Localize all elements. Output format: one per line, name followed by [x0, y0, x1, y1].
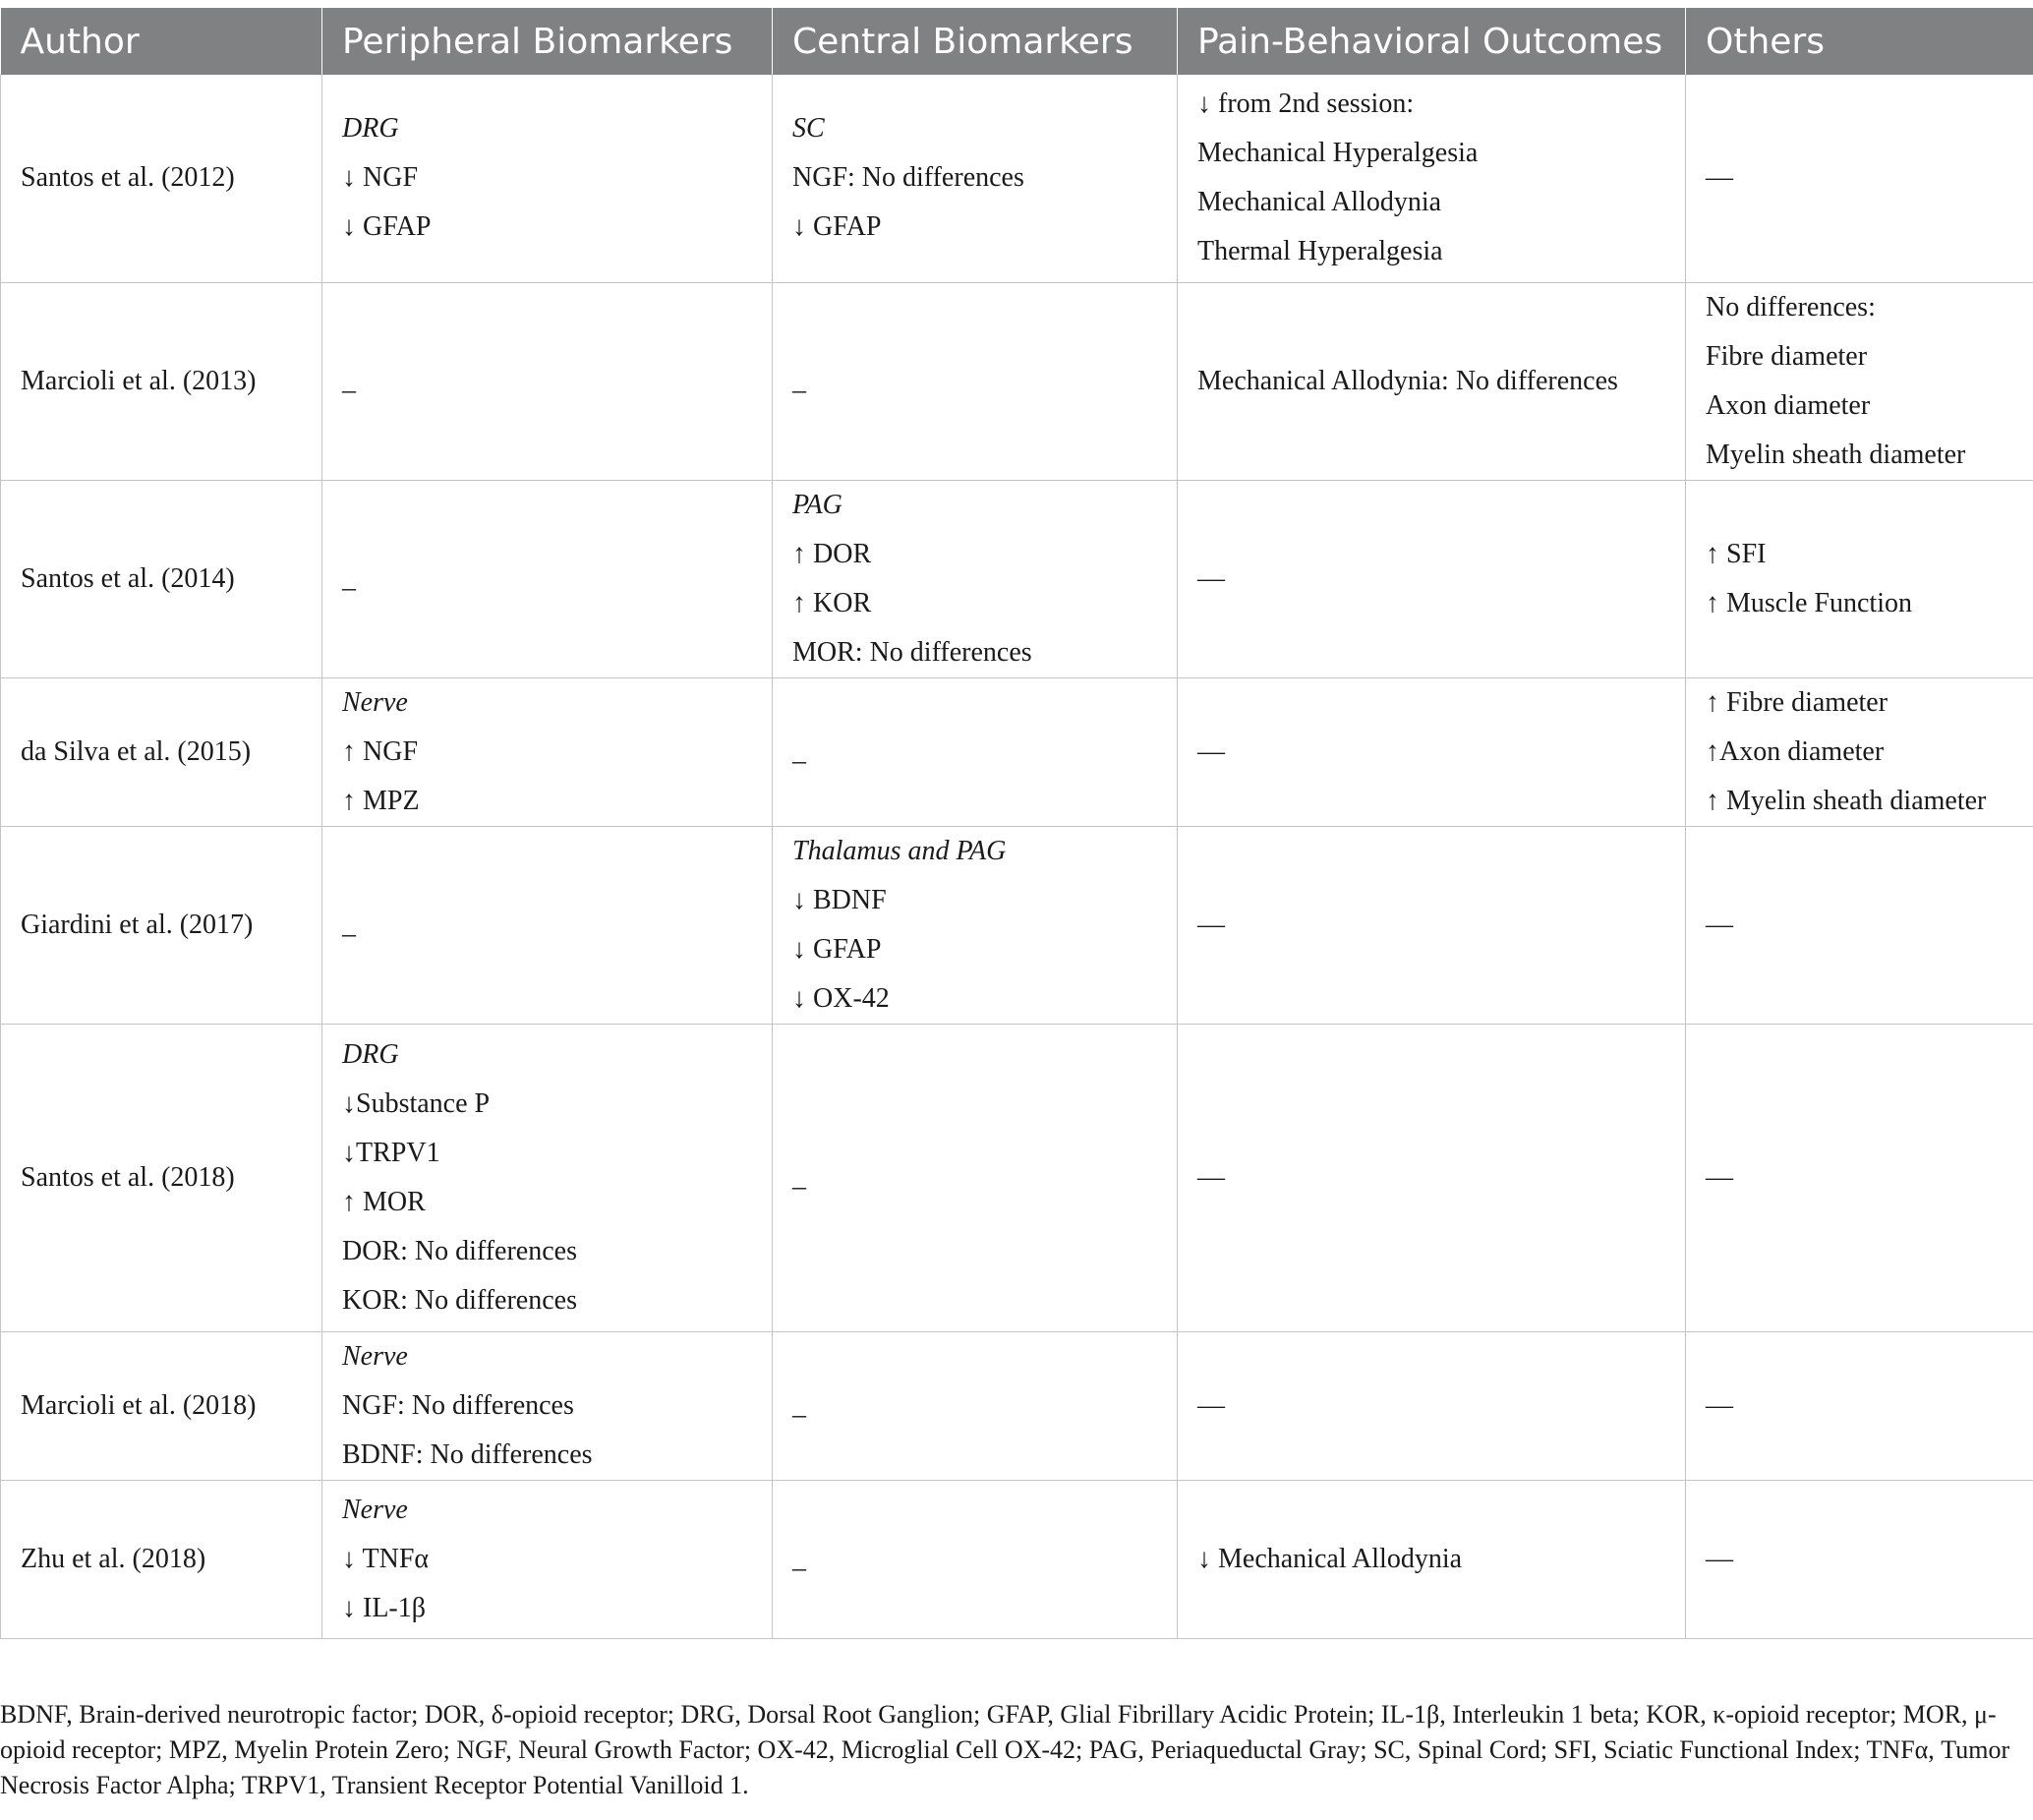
author-name: Giardini et al. (2017) [21, 909, 254, 940]
empty-marker: — [1706, 1389, 1733, 1421]
peripheral-cell [322, 677, 773, 826]
central-cell [773, 1480, 1178, 1638]
results-table [0, 8, 2033, 1639]
finding-item: Mechanical Hyperalgesia [1197, 138, 1479, 169]
others-cell [1686, 480, 2033, 677]
finding-item: ↓ OX-42 [792, 982, 890, 1014]
finding-item: ↑ Muscle Function [1706, 587, 1912, 618]
table-body [1, 75, 2033, 1638]
peripheral-cell [322, 826, 773, 1024]
finding-item: ↓ BDNF [792, 884, 887, 915]
finding-item: MOR: No differences [792, 636, 1032, 668]
others-cell [1686, 1480, 2033, 1638]
empty-marker: _ [792, 735, 806, 767]
empty-marker: _ [342, 909, 356, 940]
author-cell [1, 480, 322, 677]
header-central-biomarkers: Central Biomarkers [773, 8, 1178, 75]
others-cell [1686, 75, 2033, 282]
others-cell [1686, 1024, 2033, 1331]
author-cell [1, 826, 322, 1024]
finding-item: ↓ GFAP [342, 211, 432, 243]
finding-item: ↓ Mechanical Allodynia [1197, 1543, 1463, 1574]
finding-item: ↓TRPV1 [342, 1137, 440, 1168]
finding-item: Thermal Hyperalgesia [1197, 236, 1443, 267]
pain-cell [1178, 826, 1686, 1024]
pain-cell [1178, 282, 1686, 480]
central-cell [773, 1024, 1178, 1331]
finding-item: ↑Axon diameter [1706, 735, 1885, 767]
empty-marker: _ [342, 562, 356, 594]
tissue-region-label: PAG [792, 489, 842, 520]
author-name: Santos et al. (2018) [21, 1161, 235, 1193]
tissue-region-label: DRG [342, 1038, 399, 1070]
empty-marker: — [1706, 1543, 1733, 1574]
central-cell [773, 677, 1178, 826]
central-cell [773, 282, 1178, 480]
finding-item: Axon diameter [1706, 389, 1871, 421]
finding-item: No differences: [1706, 291, 1876, 323]
finding-item: ↓ NGF [342, 162, 419, 194]
finding-item: ↑ KOR [792, 587, 872, 618]
empty-marker: — [1706, 909, 1733, 940]
table-row [1, 677, 2033, 826]
results-table-container [0, 8, 2033, 1639]
finding-item: ↓ IL-1β [342, 1592, 426, 1623]
author-name: da Silva et al. (2015) [21, 735, 252, 767]
pain-cell [1178, 75, 1686, 282]
table-header-row [1, 8, 2033, 75]
finding-item: ↑ Fibre diameter [1706, 686, 1888, 718]
author-name: Marcioli et al. (2018) [21, 1389, 257, 1421]
empty-marker: _ [792, 1389, 806, 1421]
empty-marker: _ [792, 1543, 806, 1574]
finding-item: BDNF: No differences [342, 1438, 593, 1470]
table-row [1, 826, 2033, 1024]
header-pain-behavioral-outcomes: Pain-Behavioral Outcomes [1178, 8, 1686, 75]
empty-marker: — [1197, 1389, 1225, 1421]
empty-marker: — [1197, 1161, 1225, 1193]
finding-item: ↑ Myelin sheath diameter [1706, 785, 1987, 816]
finding-item: Mechanical Allodynia [1197, 187, 1442, 218]
empty-marker: — [1197, 562, 1225, 594]
central-cell [773, 480, 1178, 677]
empty-marker: — [1197, 735, 1225, 767]
finding-item: ↓ TNFα [342, 1543, 430, 1574]
finding-item: ↓Substance P [342, 1087, 491, 1119]
others-cell [1686, 1331, 2033, 1480]
finding-item: KOR: No differences [342, 1284, 577, 1316]
others-cell [1686, 826, 2033, 1024]
finding-item: NGF: No differences [342, 1389, 574, 1421]
author-name: Marcioli et al. (2013) [21, 365, 257, 396]
empty-marker: _ [342, 365, 356, 396]
finding-item: Myelin sheath diameter [1706, 439, 1966, 470]
central-cell [773, 75, 1178, 282]
finding-item: ↑ NGF [342, 735, 419, 767]
pain-cell [1178, 677, 1686, 826]
author-name: Santos et al. (2012) [21, 162, 235, 194]
empty-marker: _ [792, 1161, 806, 1193]
author-cell [1, 1480, 322, 1638]
peripheral-cell [322, 1480, 773, 1638]
author-cell [1, 1331, 322, 1480]
author-name: Santos et al. (2014) [21, 562, 235, 594]
tissue-region-label: SC [792, 113, 825, 145]
empty-marker: — [1197, 909, 1225, 940]
finding-item: ↓ from 2nd session: [1197, 88, 1415, 120]
tissue-region-label: Nerve [342, 1340, 408, 1372]
author-name: Zhu et al. (2018) [21, 1543, 206, 1574]
table-row [1, 1024, 2033, 1331]
table-row [1, 75, 2033, 282]
empty-marker: — [1706, 162, 1733, 194]
peripheral-cell [322, 282, 773, 480]
header-author: Author [1, 8, 322, 75]
empty-marker: — [1706, 1161, 1733, 1193]
finding-item: ↑ SFI [1706, 538, 1767, 569]
peripheral-cell [322, 1024, 773, 1331]
others-cell [1686, 282, 2033, 480]
finding-item: Mechanical Allodynia: No differences [1197, 365, 1618, 396]
header-others: Others [1686, 8, 2033, 75]
finding-item: ↑ MOR [342, 1186, 426, 1217]
pain-cell [1178, 1024, 1686, 1331]
table-row [1, 282, 2033, 480]
central-cell [773, 826, 1178, 1024]
finding-item: Fibre diameter [1706, 340, 1868, 372]
table-row [1, 1331, 2033, 1480]
peripheral-cell [322, 480, 773, 677]
author-cell [1, 75, 322, 282]
central-cell [773, 1331, 1178, 1480]
finding-item: NGF: No differences [792, 162, 1024, 194]
peripheral-cell [322, 75, 773, 282]
empty-marker: _ [792, 365, 806, 396]
tissue-region-label: Nerve [342, 1494, 408, 1525]
finding-item: ↓ GFAP [792, 933, 882, 965]
finding-item: ↓ GFAP [792, 211, 882, 243]
table-row [1, 480, 2033, 677]
others-cell [1686, 677, 2033, 826]
author-cell [1, 1024, 322, 1331]
tissue-region-label: DRG [342, 113, 399, 145]
peripheral-cell [322, 1331, 773, 1480]
pain-cell [1178, 1331, 1686, 1480]
header-peripheral-biomarkers: Peripheral Biomarkers [322, 8, 773, 75]
finding-item: DOR: No differences [342, 1235, 577, 1266]
author-cell [1, 677, 322, 826]
tissue-region-label: Nerve [342, 686, 408, 718]
table-row [1, 1480, 2033, 1638]
finding-item: ↑ MPZ [342, 785, 420, 816]
finding-item: ↑ DOR [792, 538, 872, 569]
author-cell [1, 282, 322, 480]
tissue-region-label: Thalamus and PAG [792, 835, 1007, 866]
pain-cell [1178, 1480, 1686, 1638]
table-footnote: BDNF, Brain-derived neurotropic factor; DOR, δ-opioid receptor; DRG, Dorsal Root Ganglion; GFAP, Glial Fibrillary Acidic Protein; IL-1β, Interleukin 1 beta; KOR, κ-opioid receptor; MOR, μ-opioid receptor; MPZ, Myelin Protein Zero; NGF, Neural Growth Factor; OX-42, Microglial Cell OX-42; PAG, Periaqueductal Gray; SC, Spinal Cord; SFI, Sciatic Functional Index; TNFα, Tumor Necrosis Factor Alpha; TRPV1, Transient Receptor Potential Vanilloid 1. [0, 1700, 2010, 1799]
pain-cell [1178, 480, 1686, 677]
